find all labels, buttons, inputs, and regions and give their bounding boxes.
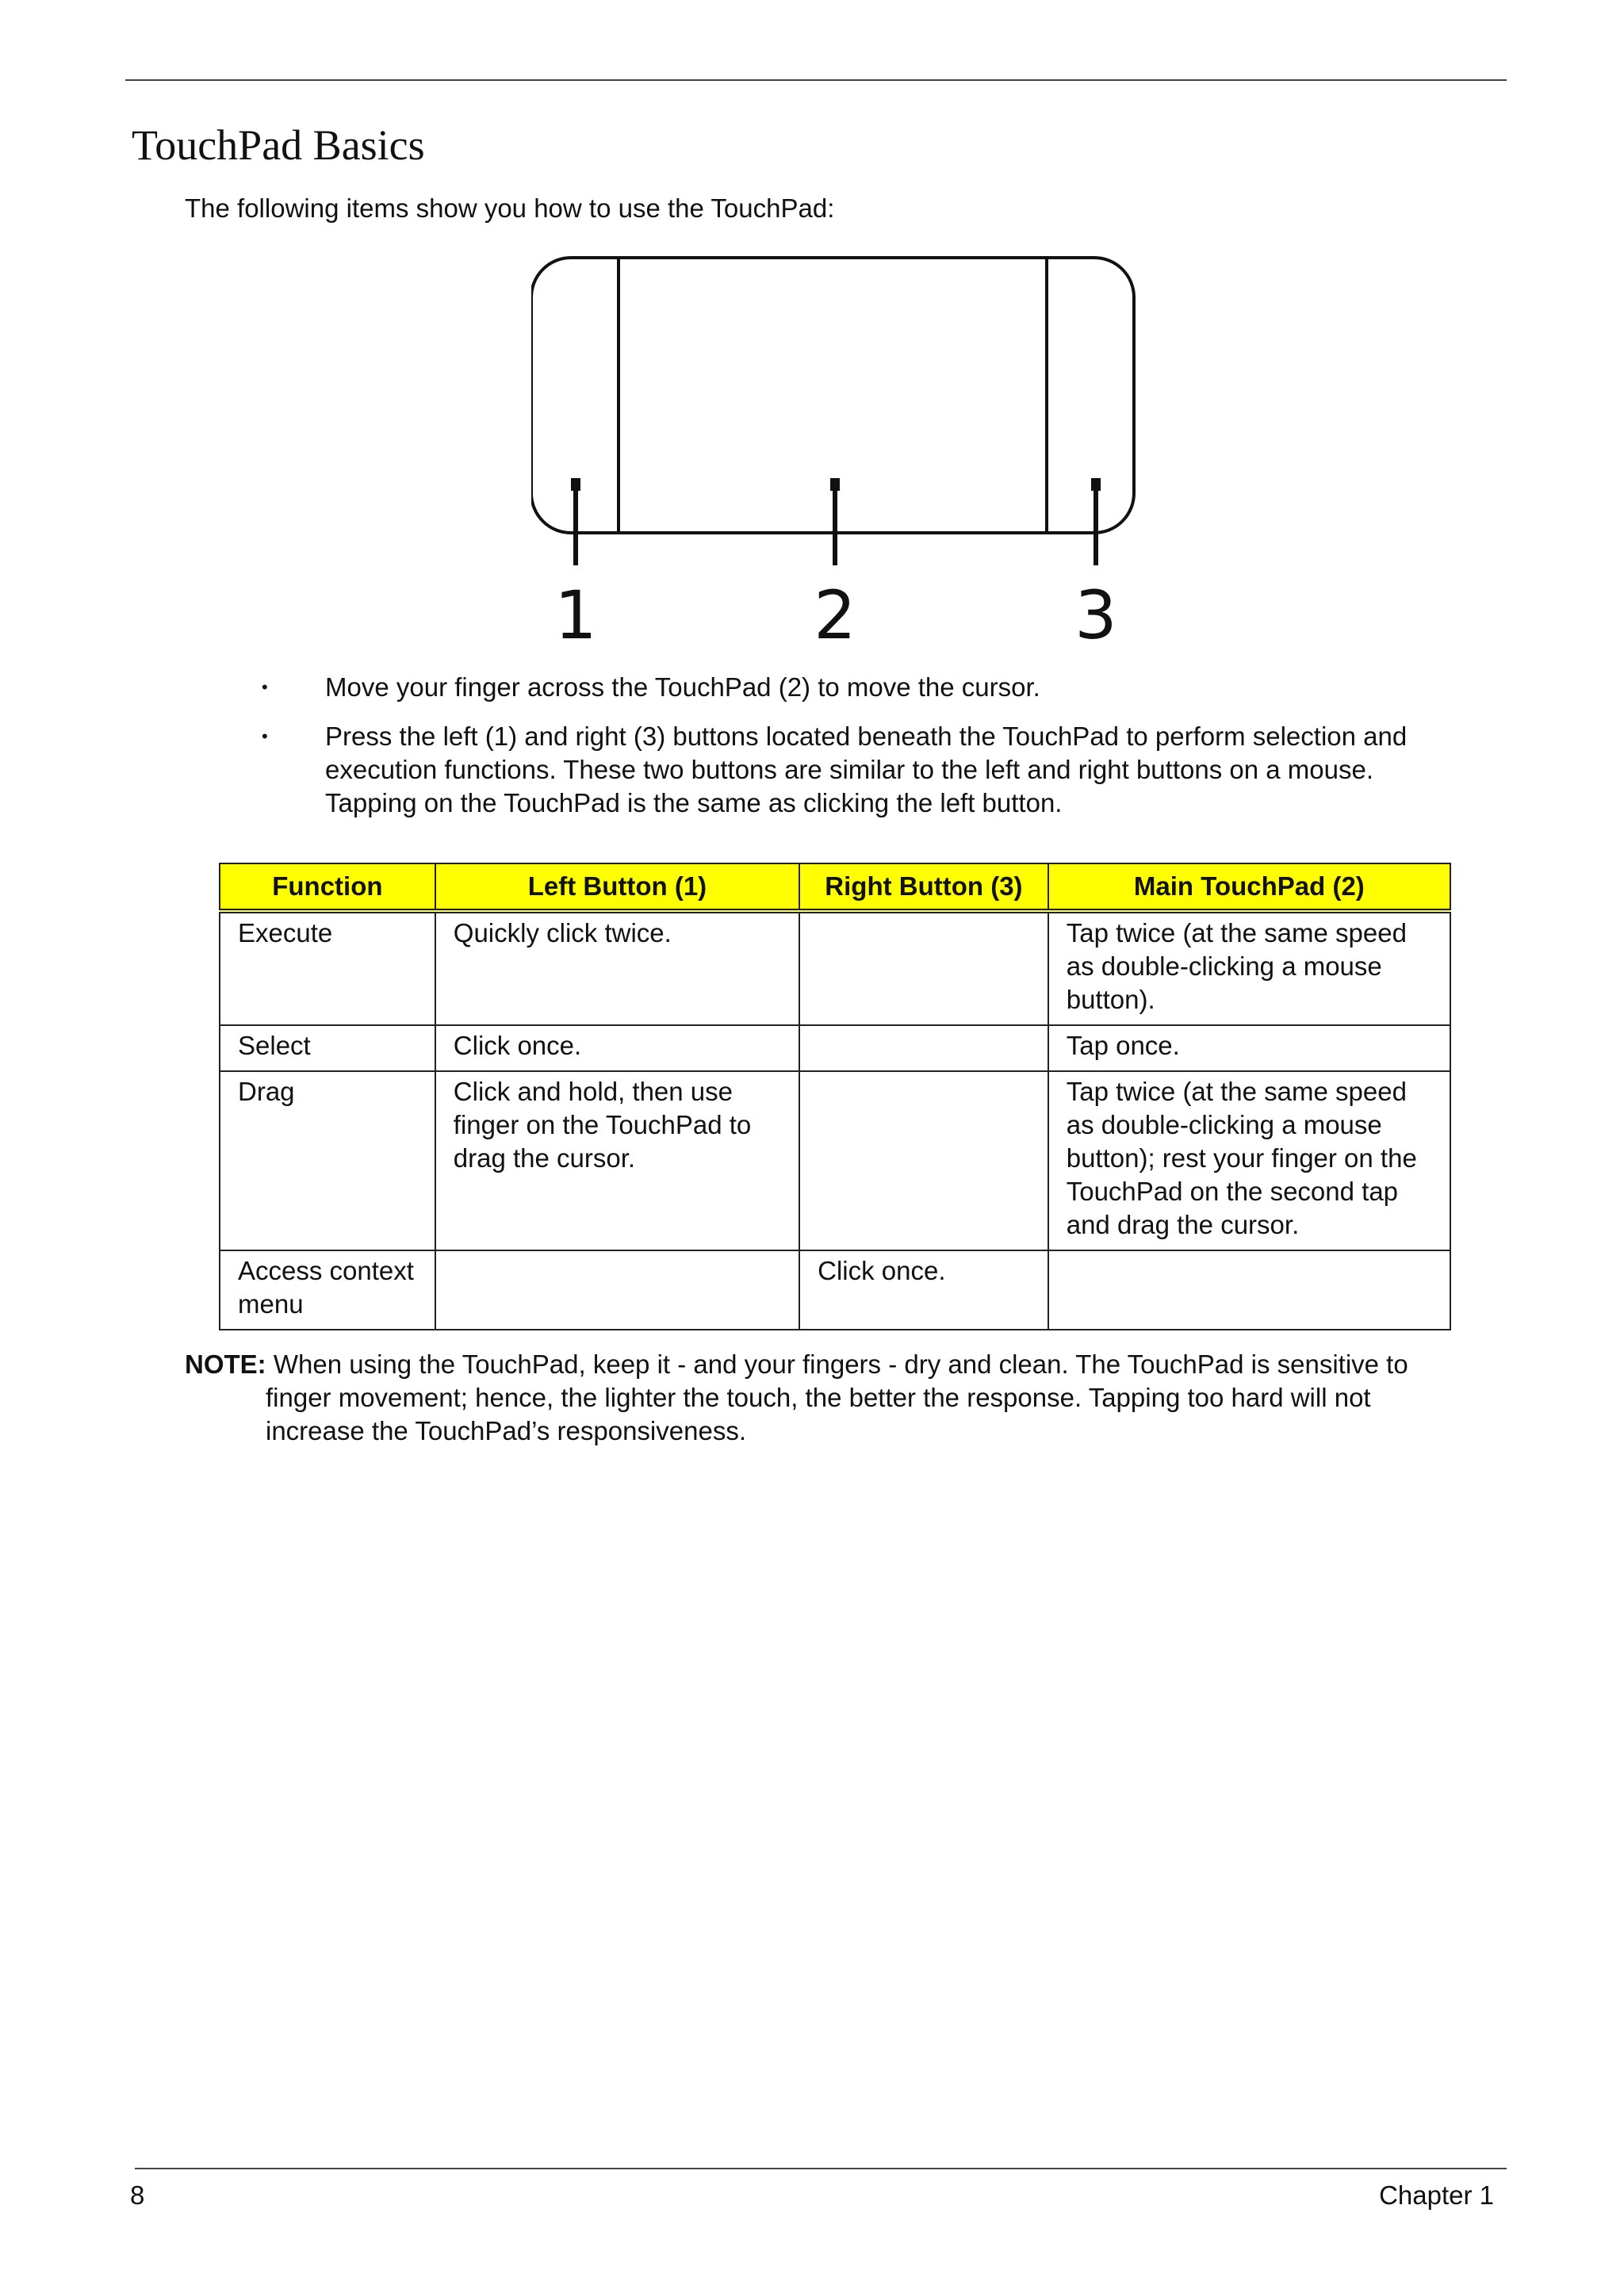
note-paragraph [185,1348,1469,1448]
cell-function: Select [220,1025,435,1071]
column-header-function: Function [220,863,435,911]
bullet-icon: • [262,726,268,746]
callout-2-label: 2 [814,576,856,654]
cell-left-button: Click and hold, then use finger on the TouchPad to drag the cursor. [435,1071,799,1250]
callout-3-label: 3 [1074,576,1117,654]
note-body [185,1348,1469,1448]
cell-main-touchpad: Tap once. [1048,1025,1450,1071]
bullet-text: Move your finger across the TouchPad (2) to move the cursor. [325,672,1040,702]
column-header-main-touchpad: Main TouchPad (2) [1048,863,1450,911]
touchpad-functions-table [219,863,1451,1330]
cell-right-button: Click once. [799,1250,1048,1330]
table-row [220,1071,1450,1250]
page-number: 8 [130,2180,145,2210]
header-rule [125,79,1507,81]
footer-rule [135,2168,1507,2169]
callout-1-line [571,478,580,565]
list-item [254,671,1459,704]
cell-right-button [799,1071,1048,1250]
page-title: TouchPad Basics [132,121,425,169]
callout-1-label: 1 [554,576,597,654]
cell-left-button [435,1250,799,1330]
cell-right-button [799,1025,1048,1071]
table-header-row [220,863,1450,911]
cell-function: Drag [220,1071,435,1250]
note-text: When using the TouchPad, keep it - and your fingers - dry and clean. The TouchPad is sensitive to finger movement; hence, the lighter the touch, the better the response. Tapping too hard will not increase the TouchPad’s responsiveness. [266,1349,1408,1445]
table-row [220,1250,1450,1330]
callout-3-line [1091,478,1101,565]
chapter-label: Chapter 1 [1379,2180,1494,2210]
column-header-left-button: Left Button (1) [435,863,799,911]
touchpad-diagram [531,242,1150,654]
cell-right-button [799,911,1048,1025]
bullet-text: Press the left (1) and right (3) buttons located beneath the TouchPad to perform selection and execution functions. These two buttons are similar to the left and right buttons on a mouse. Tapping on the TouchPad is the same as clicking the left button. [325,722,1408,817]
cell-main-touchpad: Tap twice (at the same speed as double-clicking a mouse button). [1048,911,1450,1025]
cell-function: Access context menu [220,1250,435,1330]
cell-main-touchpad: Tap twice (at the same speed as double-clicking a mouse button); rest your finger on the TouchPad on the second tap and drag the cursor. [1048,1071,1450,1250]
bullet-icon: • [262,677,268,697]
list-item [254,720,1459,820]
cell-left-button: Quickly click twice. [435,911,799,1025]
bullet-list [254,671,1459,836]
column-header-right-button: Right Button (3) [799,863,1048,911]
table-row [220,911,1450,1025]
cell-function: Execute [220,911,435,1025]
intro-text: The following items show you how to use the TouchPad: [185,193,835,223]
cell-main-touchpad [1048,1250,1450,1330]
cell-left-button: Click once. [435,1025,799,1071]
callout-2-line [830,478,840,565]
table-row [220,1025,1450,1071]
note-label: NOTE: [185,1349,266,1379]
